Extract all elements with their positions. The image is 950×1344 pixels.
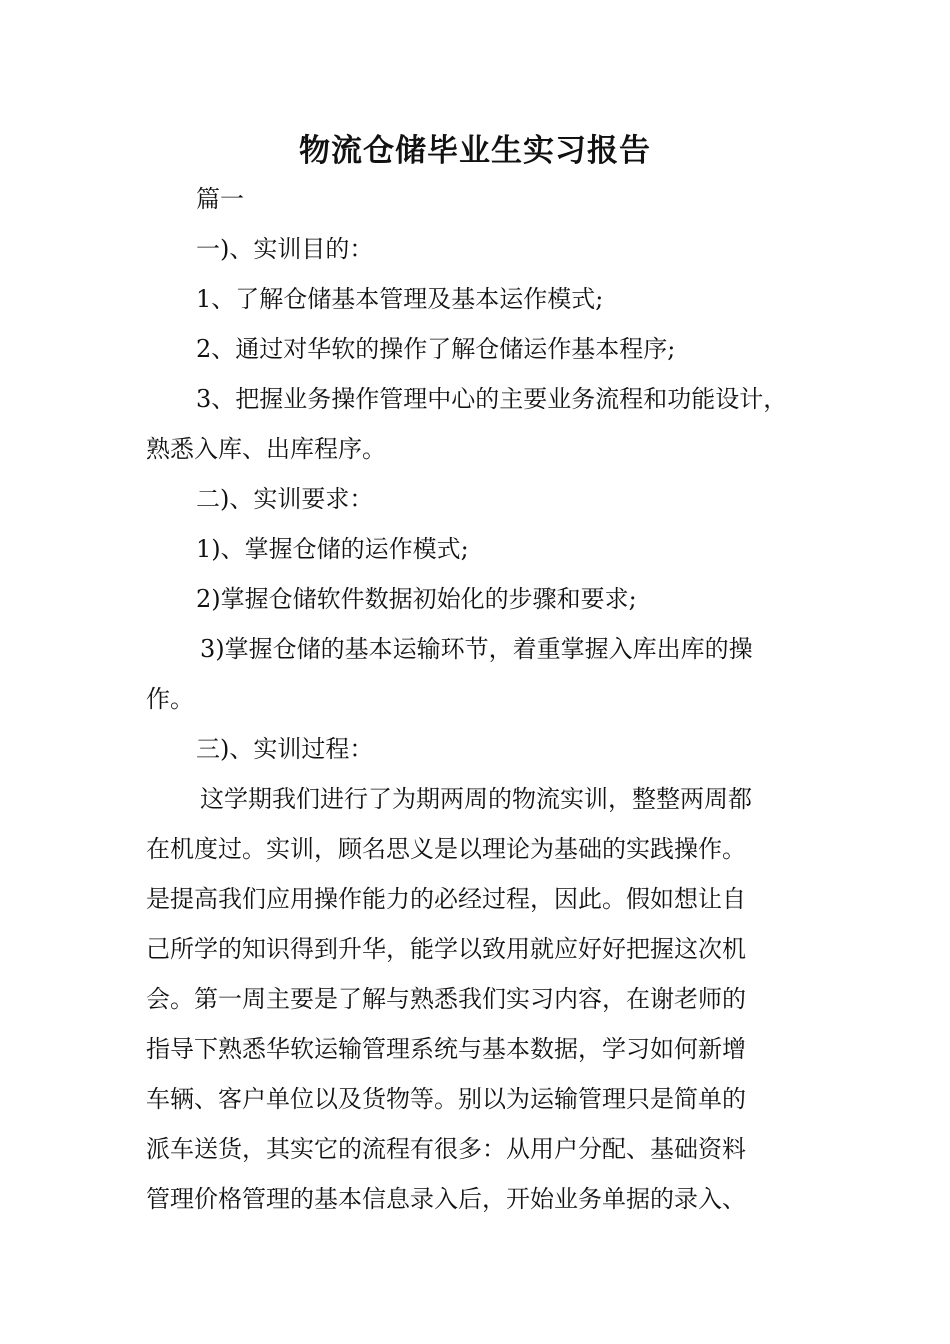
- purpose-item-2: 2、通过对华软的操作了解仓储运作基本程序;: [196, 335, 676, 363]
- body-paragraph-line: 在机度过。实训，顾名思义是以理论为基础的实践操作。: [146, 835, 746, 863]
- purpose-item-3-continued: 熟悉入库、出库程序。: [146, 435, 386, 463]
- heading-training-purpose: 一)、实训目的：: [196, 235, 374, 263]
- body-paragraph-line: 车辆、客户单位以及货物等。别以为运输管理只是简单的: [146, 1085, 746, 1113]
- body-paragraph-line: 这学期我们进行了为期两周的物流实训，整整两周都: [200, 785, 752, 813]
- requirement-item-1: 1)、掌握仓储的运作模式;: [196, 535, 469, 563]
- heading-training-process: 三)、实训过程：: [196, 735, 374, 763]
- body-paragraph-line: 管理价格管理的基本信息录入后，开始业务单据的录入、: [146, 1185, 746, 1213]
- body-paragraph-line: 指导下熟悉华软运输管理系统与基本数据，学习如何新增: [146, 1035, 746, 1063]
- section-label: 篇一: [196, 185, 244, 213]
- requirement-item-3: 3)掌握仓储的基本运输环节，着重掌握入库出库的操: [200, 635, 753, 663]
- heading-training-requirements: 二)、实训要求：: [196, 485, 374, 513]
- requirement-item-2: 2)掌握仓储软件数据初始化的步骤和要求;: [196, 585, 637, 613]
- body-paragraph-line: 会。第一周主要是了解与熟悉我们实习内容，在谢老师的: [146, 985, 746, 1013]
- document-title: 物流仓储毕业生实习报告: [299, 133, 651, 169]
- purpose-item-1: 1、了解仓储基本管理及基本运作模式;: [196, 285, 604, 313]
- purpose-item-3: 3、把握业务操作管理中心的主要业务流程和功能设计，: [196, 385, 788, 413]
- body-paragraph-line: 己所学的知识得到升华，能学以致用就应好好把握这次机: [146, 935, 746, 963]
- body-paragraph-line: 是提高我们应用操作能力的必经过程，因此。假如想让自: [146, 885, 746, 913]
- requirement-item-3-continued: 作。: [146, 685, 194, 713]
- body-paragraph-line: 派车送货，其实它的流程有很多：从用户分配、基础资料: [146, 1135, 746, 1163]
